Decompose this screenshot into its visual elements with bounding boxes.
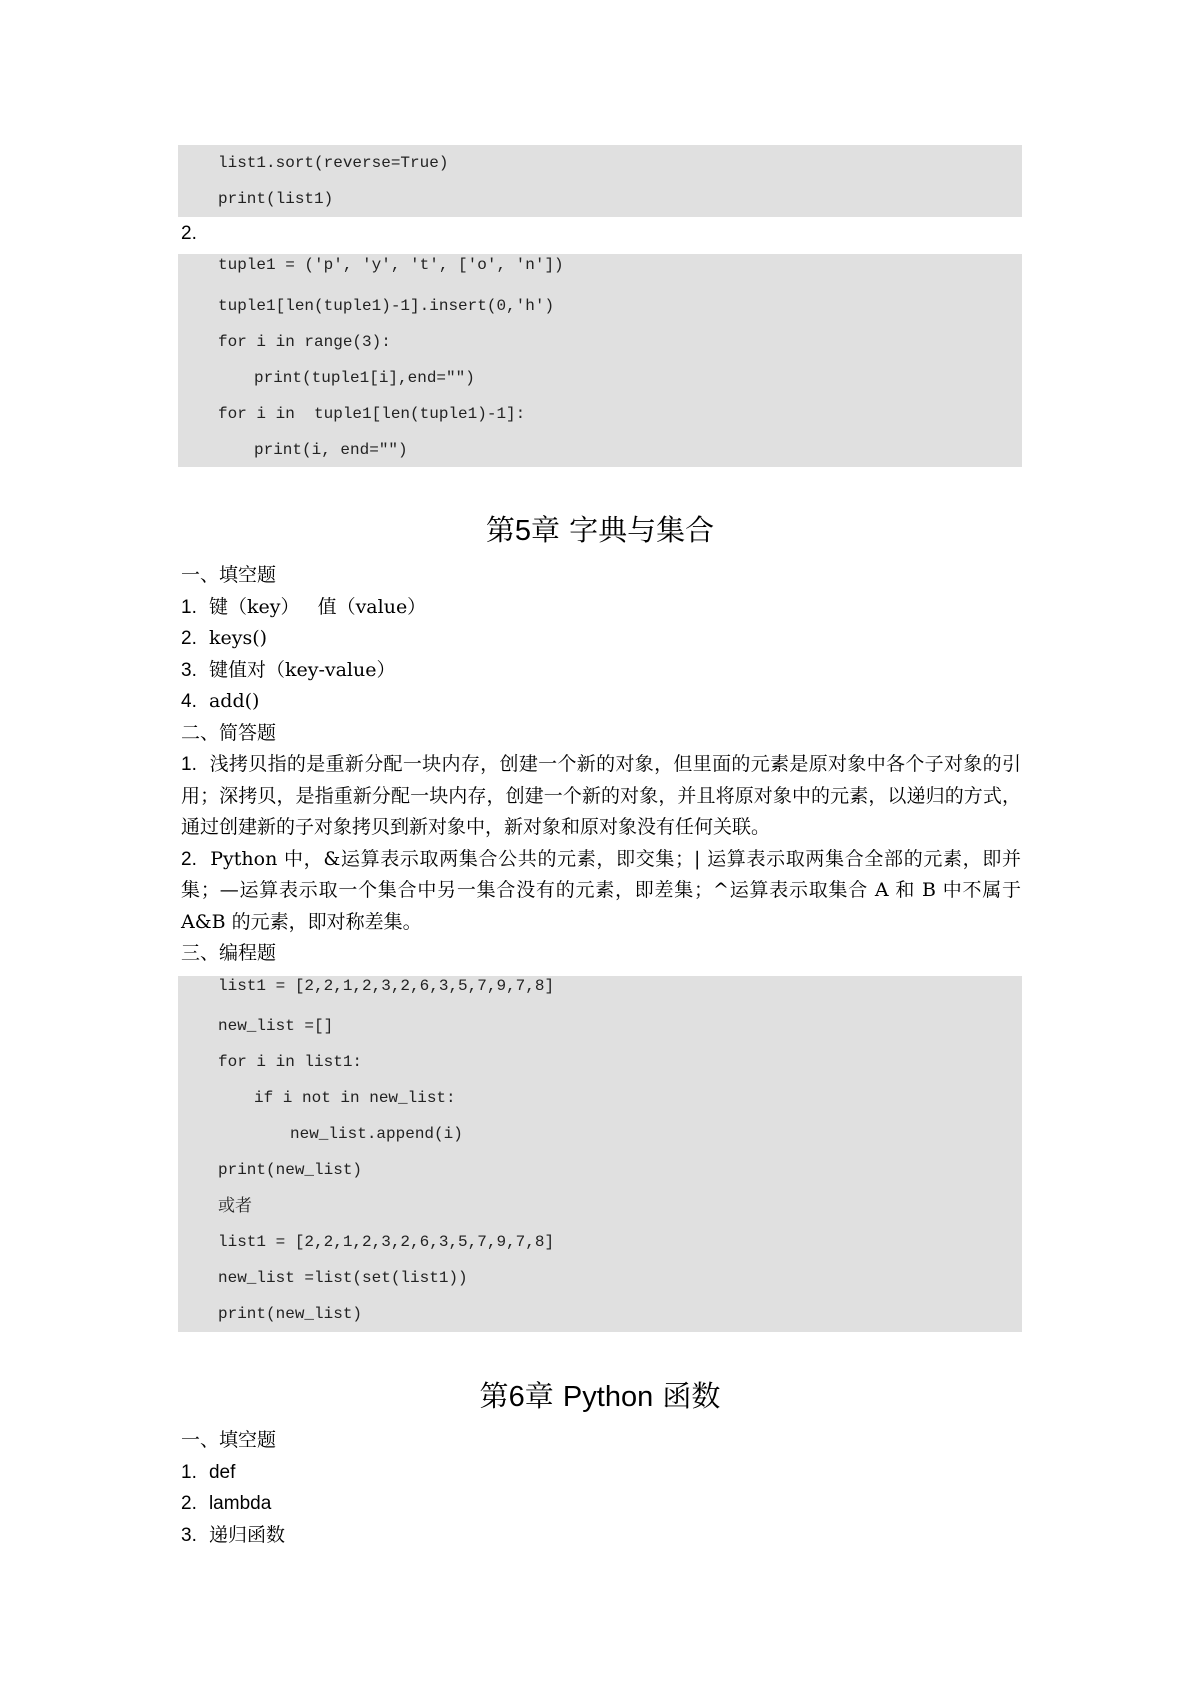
code-line: for i in tuple1[len(tuple1)-1]: <box>218 405 526 423</box>
code-line: new_list =[] <box>218 1017 334 1035</box>
answer-paragraph: 1. 浅拷贝指的是重新分配一块内存，创建一个新的对象，但里面的元素是原对象中各个子对象的引用；深拷贝，是指重新分配一块内存，创建一个新的对象，并且将原对象中的元素，以递归的方式，通过创建新的子对象拷贝到新对象中，新对象和原对象没有任何关联。 <box>181 753 1021 838</box>
code-line: 或者 <box>218 1196 252 1216</box>
code-line: print(list1) <box>218 190 334 208</box>
list-item: 1. def <box>181 1461 236 1483</box>
list-item: 3. 递归函数 <box>181 1523 285 1546</box>
code-line: tuple1 = ('p', 'y', 't', ['o', 'n']) <box>218 256 564 274</box>
code-block-tuple <box>178 254 1022 467</box>
code-line: new_list =list(set(list1)) <box>218 1269 468 1287</box>
code-line: tuple1[len(tuple1)-1].insert(0,'h') <box>218 297 555 315</box>
code-line: print(new_list) <box>218 1305 363 1323</box>
list-item: 2. keys() <box>181 627 268 649</box>
list-item: 1. 键（key） 值（value） <box>181 595 427 618</box>
chapter-5-title: 第5章 字典与集合 <box>485 513 715 547</box>
item-2-label: 2. <box>181 223 197 244</box>
chapter-6-content <box>181 1425 1021 1551</box>
chapter-5-content <box>181 560 1021 970</box>
code-line: list1 = [2,2,1,2,3,2,6,3,5,7,9,7,8] <box>218 1233 555 1251</box>
section-heading: 三、编程题 <box>181 942 277 964</box>
code-line: for i in range(3): <box>218 333 391 351</box>
code-block-dedupe <box>178 976 1022 1332</box>
list-item: 3. 键值对（key-value） <box>181 658 396 681</box>
answer-paragraph: 2. Python 中，&运算表示取两集合公共的元素，即交集；| 运算表示取两集合全部的元素，即并集；—运算表示取一个集合中另一集合没有的元素，即差集；^运算表示取集合 A 和 B 中不属于 A&B 的元素，即对称差集。 <box>181 847 1021 933</box>
code-line: for i in list1: <box>218 1053 363 1071</box>
code-line: new_list.append(i) <box>290 1125 463 1143</box>
code-line: print(i, end="") <box>254 441 408 459</box>
code-line: list1.sort(reverse=True) <box>218 154 449 172</box>
code-line: print(tuple1[i],end="") <box>254 369 475 387</box>
section-heading: 一、填空题 <box>181 564 277 586</box>
code-line: print(new_list) <box>218 1161 363 1179</box>
section-heading: 一、填空题 <box>181 1429 277 1451</box>
code-line: if i not in new_list: <box>254 1089 456 1107</box>
list-item: 2. lambda <box>181 1493 272 1514</box>
code-line: list1 = [2,2,1,2,3,2,6,3,5,7,9,7,8] <box>218 977 555 995</box>
section-heading: 二、简答题 <box>181 721 277 744</box>
list-item: 4. add() <box>181 690 260 712</box>
code-block-sort <box>178 145 1022 217</box>
chapter-6-title: 第6章 Python 函数 <box>479 1379 721 1413</box>
